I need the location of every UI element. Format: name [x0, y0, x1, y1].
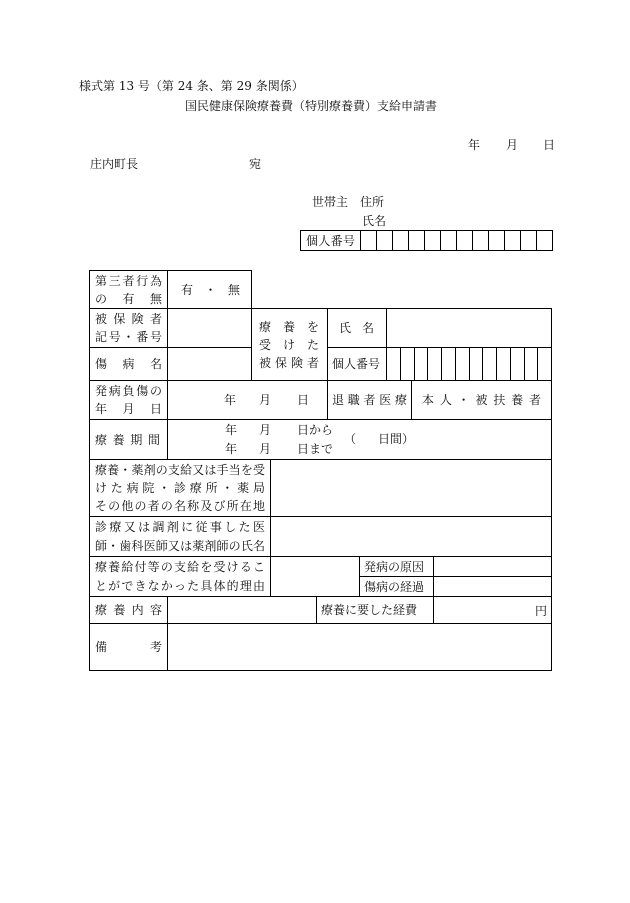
remarks-label-cell	[89, 623, 168, 671]
householder-individual-number-digit-box[interactable]	[456, 230, 473, 251]
treatment-content-field[interactable]	[167, 596, 317, 624]
third-party-act-choice[interactable]: 有・無	[181, 282, 240, 297]
treatment-period-field[interactable]	[167, 419, 552, 460]
remarks-field[interactable]	[167, 623, 552, 671]
onset-date-field[interactable]	[167, 380, 328, 420]
yen-unit: 円	[534, 603, 547, 618]
insured-number-label-line: 記号・番号	[95, 330, 162, 344]
treated-insured-label-line: 受けた	[259, 337, 319, 352]
treated-insured-label-cell	[251, 308, 328, 381]
onset-date-label-line: 発病負傷の	[95, 384, 162, 398]
disease-name-field[interactable]	[167, 347, 252, 381]
disease-progress-label: 傷病の経過	[364, 579, 425, 594]
applicant-name-label: 氏名	[362, 214, 387, 228]
insured-individual-number-digit-box[interactable]	[455, 347, 470, 381]
disease-name-label: 傷病名	[95, 357, 162, 371]
date-month-unit: 月	[506, 138, 519, 152]
remarks-label: 備考	[95, 640, 162, 654]
reason-field[interactable]	[270, 556, 360, 597]
period-from-year-unit: 年	[225, 423, 238, 437]
practitioner-label-line: 診療又は調剤に従事した医	[95, 519, 265, 534]
insured-individual-number-digit-box[interactable]	[524, 347, 538, 381]
householder-individual-number-digit-box[interactable]	[376, 230, 393, 251]
treatment-cost-label-cell	[316, 596, 434, 624]
insured-number-field[interactable]	[167, 308, 252, 348]
householder-individual-number-digit-box[interactable]	[424, 230, 441, 251]
provider-field[interactable]	[270, 459, 552, 517]
insured-individual-number-digit-box[interactable]	[400, 347, 415, 381]
householder-individual-number-digit-box[interactable]	[488, 230, 505, 251]
period-to-day-unit: 日まで	[297, 442, 334, 456]
householder-individual-number-digit-box[interactable]	[536, 230, 553, 251]
practitioner-field[interactable]	[270, 516, 552, 557]
disease-progress-label-cell	[359, 576, 434, 597]
addressee: 庄内町長	[90, 157, 139, 171]
period-days-unit: 日間）	[378, 432, 415, 446]
practitioner-label-line: 師・歯科医師又は薬剤師の氏名	[95, 538, 265, 553]
insured-number-label-cell	[89, 308, 168, 348]
period-to-month-unit: 月	[259, 442, 272, 456]
onset-date-label-cell	[89, 380, 168, 420]
insured-individual-number-digit-box[interactable]	[510, 347, 525, 381]
householder-individual-number-digit-box[interactable]	[408, 230, 425, 251]
householder-individual-number-digit-box[interactable]	[392, 230, 409, 251]
insured-individual-number-digit-box[interactable]	[482, 347, 497, 381]
disease-progress-field[interactable]	[433, 576, 552, 597]
insured-individual-number-digit-box[interactable]	[414, 347, 428, 381]
onset-month-unit: 月	[259, 393, 272, 407]
disease-name-label-cell	[89, 347, 168, 381]
retiree-medical-label: 退職者医療	[332, 393, 407, 407]
treatment-content-label-cell	[89, 596, 168, 624]
reason-label-line: 療養給付等の支給を受けるこ	[95, 559, 265, 574]
householder-individual-number-digit-box[interactable]	[360, 230, 377, 251]
householder-individual-number-label-cell	[300, 230, 361, 251]
insured-individual-number-digit-box[interactable]	[386, 347, 401, 381]
address-label: 住所	[360, 195, 385, 209]
insured-number-label-line: 被保険者	[95, 312, 162, 326]
treatment-cost-field[interactable]	[433, 596, 552, 624]
insured-individual-number-digit-box[interactable]	[469, 347, 483, 381]
form-number: 様式第 13 号（第 24 条、第 29 条関係）	[79, 79, 304, 93]
insured-name-label-cell	[327, 308, 387, 348]
householder-individual-number-digit-box[interactable]	[472, 230, 489, 251]
date-year-unit: 年	[468, 138, 481, 152]
period-days-open-paren: （	[344, 432, 357, 446]
retiree-medical-label-cell	[327, 380, 412, 420]
retiree-medical-choice-cell[interactable]	[411, 380, 552, 420]
form-title: 国民健康保険療養費（特別療養費）支給申請書	[185, 99, 438, 113]
insured-individual-number-digit-box[interactable]	[427, 347, 442, 381]
householder-individual-number-digit-box[interactable]	[520, 230, 537, 251]
reason-label-line: とができなかった具体的理由	[95, 578, 265, 593]
onset-cause-label: 発病の原因	[364, 559, 425, 574]
period-from-day-unit: 日から	[297, 423, 334, 437]
householder-label: 世帯主	[312, 195, 349, 209]
insured-individual-number-digit-box[interactable]	[537, 347, 552, 381]
provider-label-line: その他の者の名称及び所在地	[95, 499, 265, 513]
practitioner-label-cell	[89, 516, 271, 557]
third-party-act-label-line: の有無	[95, 291, 162, 306]
provider-label-line: 療養・薬剤の支給又は手当を受	[95, 463, 265, 477]
onset-date-label-line: 年月日	[95, 402, 162, 416]
period-to-year-unit: 年	[225, 442, 238, 456]
insured-individual-number-label-cell	[327, 347, 387, 381]
retiree-medical-choice[interactable]: 本人・被扶養者	[422, 393, 541, 407]
treated-insured-label-line: 療養を	[259, 319, 319, 334]
onset-day-unit: 日	[297, 393, 310, 407]
treatment-period-label-cell	[89, 419, 168, 460]
provider-label-cell	[89, 459, 271, 517]
onset-cause-label-cell	[359, 556, 434, 577]
provider-label-line: けた病院・診療所・薬局	[95, 481, 265, 495]
date-day-unit: 日	[543, 138, 556, 152]
insured-name-label: 氏名	[339, 321, 374, 335]
treatment-period-label: 療養期間	[95, 432, 160, 447]
addressee-suffix: 宛	[249, 157, 262, 171]
householder-individual-number-digit-box[interactable]	[440, 230, 457, 251]
third-party-act-label-cell	[89, 270, 168, 309]
householder-individual-number-digit-box[interactable]	[504, 230, 521, 251]
treatment-content-label: 療養内容	[95, 603, 162, 617]
treated-insured-label-line: 被保険者	[259, 355, 319, 370]
third-party-act-choice-cell[interactable]	[167, 270, 252, 309]
onset-year-unit: 年	[224, 393, 237, 407]
period-from-month-unit: 月	[259, 423, 272, 437]
treatment-cost-label: 療養に要した経費	[321, 603, 418, 617]
insured-individual-number-label: 個人番号	[332, 357, 381, 371]
reason-label-cell	[89, 556, 271, 597]
insured-individual-number-digit-box[interactable]	[441, 347, 456, 381]
insured-name-field[interactable]	[386, 308, 552, 348]
third-party-act-label-line: 第三者行為	[95, 273, 162, 288]
householder-individual-number-label: 個人番号	[306, 233, 355, 248]
onset-cause-field[interactable]	[433, 556, 552, 577]
insured-individual-number-digit-box[interactable]	[496, 347, 511, 381]
